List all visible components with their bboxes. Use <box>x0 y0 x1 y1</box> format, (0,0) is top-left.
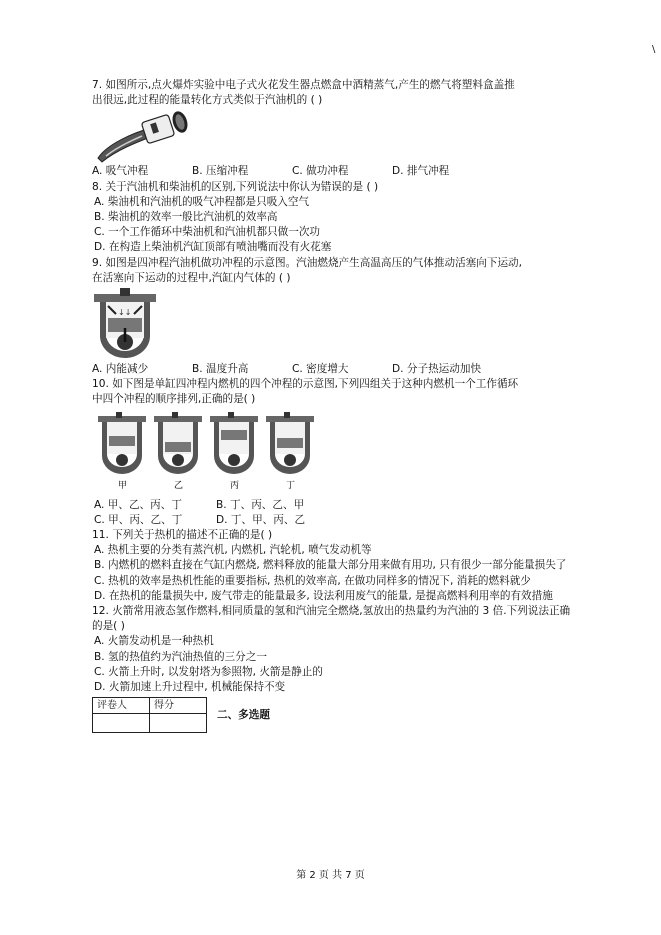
svg-text:↓↓: ↓↓ <box>118 308 132 318</box>
corner-mark: \ <box>652 44 656 55</box>
question-8 <box>92 180 572 256</box>
score-header: 得分 <box>150 698 207 714</box>
question-10-option-a: A. 甲、乙、丙、丁 <box>94 498 182 511</box>
question-7-text-line2: 出很远,此过程的能量转化方式类似于汽油机的 ( ) <box>92 94 323 107</box>
figure-label-ding: 丁 <box>286 480 296 491</box>
question-10-text-line1: 10. 如下图是单缸四冲程内燃机的四个冲程的示意图,下列四组关于这种内燃机一个工作循环 <box>92 378 519 391</box>
score-cell[interactable] <box>150 714 207 733</box>
question-12-option-c: C. 火箭上升时, 以发射塔为参照物, 火箭是静止的 <box>94 665 323 678</box>
question-12-option-a: A. 火箭发动机是一种热机 <box>94 635 214 648</box>
question-10-option-d: D. 丁、甲、丙、乙 <box>216 513 306 526</box>
question-8-option-d: D. 在构造上柴油机汽缸顶部有喷油嘴而没有火花塞 <box>94 241 332 254</box>
question-content <box>92 78 572 733</box>
page-footer: 第 2 页 共 7 页 <box>296 870 365 881</box>
question-7 <box>92 78 572 180</box>
question-10-options-row2 <box>92 513 572 528</box>
question-10-option-b: B. 丁、丙、乙、甲 <box>216 498 305 511</box>
question-9-options <box>92 362 572 377</box>
reviewer-cell[interactable] <box>93 714 150 733</box>
question-7-option-a: A. 吸气冲程 <box>92 165 149 178</box>
question-11-text: 11. 下列关于热机的描述不正确的是( ) <box>92 529 273 542</box>
question-9 <box>92 256 572 378</box>
figure-label-jia: 甲 <box>118 480 128 491</box>
question-8-option-a: A. 柴油机和汽油机的吸气冲程都是只吸入空气 <box>94 195 310 208</box>
question-8-text: 8. 关于汽油机和柴油机的区别,下列说法中你认为错误的是 ( ) <box>92 180 379 193</box>
question-8-option-c: C. 一个工作循环中柴油机和汽油机都只做一次功 <box>94 226 321 239</box>
question-7-text-line1: 7. 如图所示,点火爆炸实验中电子式火花发生器点燃盒中酒精蒸气,产生的燃气将塑料盒盖推 <box>92 79 515 91</box>
question-8-option-b: B. 柴油机的效率一般比汽油机的效率高 <box>94 211 278 224</box>
question-10-text-line2: 中四个冲程的顺序排列,正确的是( ) <box>92 393 256 406</box>
question-7-option-b: B. 压缩冲程 <box>192 165 249 178</box>
figure-label-yi: 乙 <box>174 480 184 491</box>
question-7-option-c: C. 做功冲程 <box>292 165 349 178</box>
question-12-text: 12. 火箭常用液态氢作燃料,相同质量的氢和汽油完全燃烧,氢放出的热量约为汽油的 3 倍.下列说法正确的是( ) <box>92 605 571 633</box>
question-9-option-a: A. 内能减少 <box>92 363 149 376</box>
question-11 <box>92 528 572 604</box>
question-11-option-b: B. 内燃机的燃料直接在气缸内燃烧, 燃料释放的能量大部分用来做有用功, 只有很少一部分能量损失了 <box>94 559 567 572</box>
reviewer-header: 评卷人 <box>93 698 150 714</box>
question-12 <box>92 604 572 695</box>
question-11-option-c: C. 热机的效率是热机性能的重要指标, 热机的效率高, 在做功同样多的情况下, 消耗的燃料就少 <box>94 574 531 587</box>
question-11-option-d: D. 在热机的能量损失中, 废气带走的能量最多, 设法利用废气的能量, 是提高燃料利用率的有效措施 <box>94 589 553 602</box>
engine-power-stroke-figure <box>94 288 156 360</box>
question-9-text-line2: 在活塞向下运动的过程中,汽缸内气体的 ( ) <box>92 271 291 284</box>
question-7-options <box>92 164 572 179</box>
question-9-text-line1: 9. 如图是四冲程汽油机做功冲程的示意图。汽油燃烧产生高温高压的气体推动活塞向下运动, <box>92 256 522 269</box>
stroke-diagram-yi <box>154 412 202 474</box>
stroke-diagram-bing <box>210 412 258 474</box>
question-12-option-d: D. 火箭加速上升过程中, 机械能保持不变 <box>94 681 286 694</box>
section-header <box>92 697 572 733</box>
question-9-option-d: D. 分子热运动加快 <box>392 363 482 376</box>
figure-label-bing: 丙 <box>230 480 240 491</box>
four-strokes-figure <box>96 412 316 496</box>
question-10-option-c: C. 甲、丙、乙、丁 <box>94 513 183 526</box>
question-10-options-row1 <box>92 498 572 513</box>
question-7-option-d: D. 排气冲程 <box>392 165 450 178</box>
stroke-diagram-ding <box>266 412 314 474</box>
question-9-option-c: C. 密度增大 <box>292 363 349 376</box>
ignition-experiment-figure <box>92 108 202 164</box>
question-12-option-b: B. 氢的热值约为汽油热值的三分之一 <box>94 650 267 663</box>
question-10 <box>92 377 572 528</box>
question-9-option-b: B. 温度升高 <box>192 363 249 376</box>
section-title: 二、多选题 <box>217 708 270 721</box>
score-table <box>92 697 207 733</box>
stroke-diagram-jia <box>98 412 146 474</box>
question-11-option-a: A. 热机主要的分类有蒸汽机, 内燃机, 汽轮机, 喷气发动机等 <box>94 544 372 557</box>
